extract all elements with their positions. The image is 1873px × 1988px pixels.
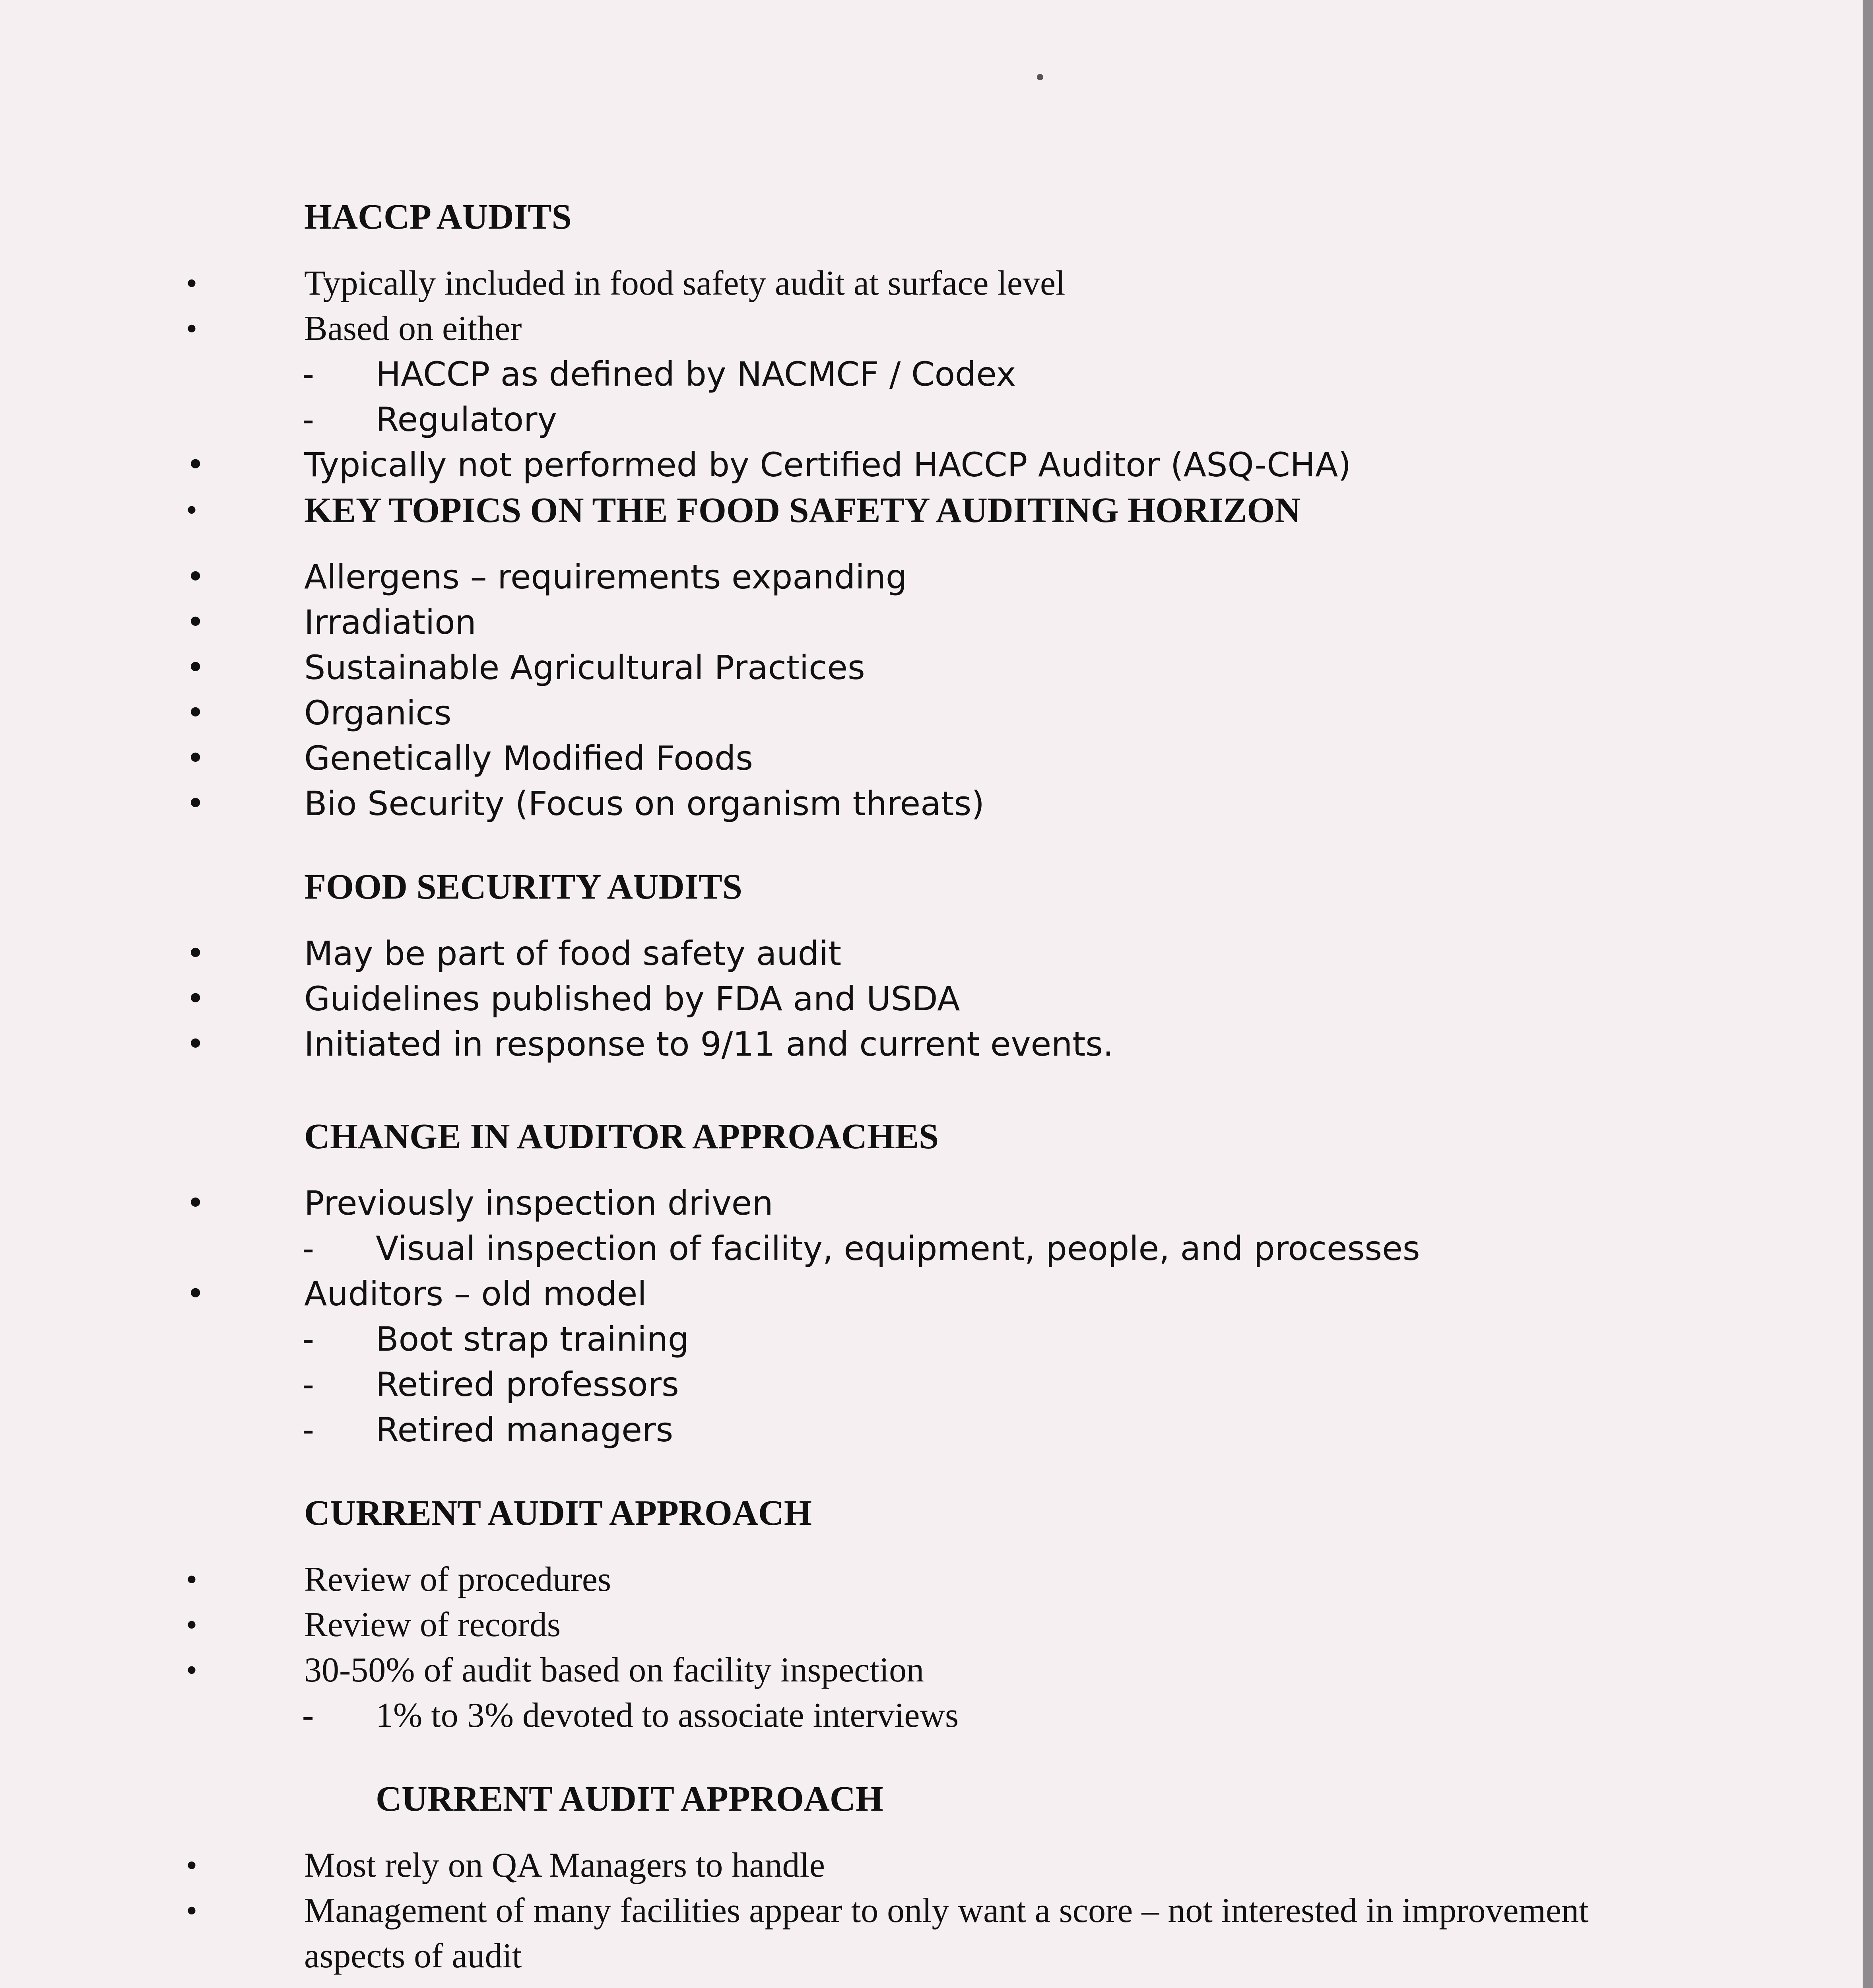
- list-item: • Management of many facilities appear to only want a score – not interested in improvement aspects of audit: [175, 1888, 1622, 1979]
- list-item: • May be part of food safety audit: [175, 931, 1622, 976]
- document-body: [175, 194, 1622, 1979]
- dash-icon: -: [302, 1696, 314, 1735]
- bullet-icon: •: [186, 558, 205, 595]
- sub-list-item: - Retired professors: [175, 1362, 1622, 1407]
- dash-icon: -: [302, 1320, 314, 1359]
- section-heading-food-security-audits: FOOD SECURITY AUDITS: [304, 867, 742, 907]
- section-heading-key-topics: KEY TOPICS ON THE FOOD SAFETY AUDITING HORIZON: [304, 491, 1301, 530]
- sub-list-item: - Retired managers: [175, 1407, 1622, 1452]
- speck-top: [1037, 74, 1043, 80]
- bullet-icon: •: [186, 694, 205, 731]
- section-heading-change-in-auditor-approaches: CHANGE IN AUDITOR APPROACHES: [304, 1117, 939, 1156]
- list-item: • Auditors – old model: [175, 1271, 1622, 1316]
- bullet-icon: •: [186, 1562, 198, 1597]
- bullet-icon: •: [186, 740, 205, 777]
- list-item: • Review of records: [175, 1602, 1622, 1648]
- bullet-icon: •: [186, 604, 205, 641]
- bullet-icon: •: [186, 1275, 205, 1312]
- dash-icon: -: [302, 1410, 314, 1449]
- list-item: • Review of procedures: [175, 1557, 1622, 1602]
- list-item: • 30-50% of audit based on facility inspection: [175, 1648, 1622, 1693]
- bullet-icon: •: [186, 1025, 205, 1062]
- list-item: • Typically not performed by Certified HACCP Auditor (ASQ-CHA): [175, 442, 1622, 487]
- bullet-icon: •: [186, 266, 198, 301]
- bullet-icon: •: [186, 311, 198, 346]
- bullet-icon: •: [186, 1184, 205, 1221]
- bullet-icon: •: [186, 649, 205, 686]
- list-item: • Most rely on QA Managers to handle: [175, 1843, 1622, 1888]
- bullet-icon: •: [186, 1653, 198, 1688]
- bullet-icon: •: [186, 980, 205, 1017]
- list-item: • Irradiation: [175, 600, 1622, 645]
- list-item: • Initiated in response to 9/11 and current events.: [175, 1021, 1622, 1067]
- sub-list-item: - HACCP as defined by NACMCF / Codex: [175, 351, 1622, 397]
- section-heading-current-audit-approach: CURRENT AUDIT APPROACH: [304, 1493, 812, 1533]
- list-item: • Previously inspection driven: [175, 1180, 1622, 1226]
- list-item: • Sustainable Agricultural Practices: [175, 645, 1622, 690]
- list-item: • Genetically Modified Foods: [175, 736, 1622, 781]
- bullet-icon: •: [186, 446, 205, 483]
- bullet-icon: •: [186, 1893, 198, 1928]
- bullet-icon: •: [186, 493, 198, 528]
- sub-list-item: - 1% to 3% devoted to associate interviews: [175, 1693, 1622, 1738]
- list-item: • Bio Security (Focus on organism threats): [175, 781, 1622, 826]
- sub-list-item: - Visual inspection of facility, equipment, people, and processes: [175, 1226, 1622, 1271]
- dash-icon: -: [302, 1365, 314, 1404]
- section-heading-current-audit-approach-2: CURRENT AUDIT APPROACH: [376, 1779, 883, 1819]
- bullet-icon: •: [186, 785, 205, 822]
- sub-list-item: - Boot strap training: [175, 1316, 1622, 1362]
- dash-icon: -: [302, 400, 314, 439]
- sub-list-item: - Regulatory: [175, 397, 1622, 442]
- list-item: • Organics: [175, 690, 1622, 736]
- bullet-icon: •: [186, 1607, 198, 1642]
- bullet-icon: •: [186, 1848, 198, 1883]
- section-heading-haccp-audits: HACCP AUDITS: [304, 197, 572, 237]
- list-item: • Based on either: [175, 306, 1622, 351]
- list-item: • Allergens – requirements expanding: [175, 554, 1622, 600]
- page-edge-shadow: [1863, 0, 1873, 1988]
- list-item: • Typically included in food safety audit at surface level: [175, 261, 1622, 306]
- list-item: • Guidelines published by FDA and USDA: [175, 976, 1622, 1021]
- dash-icon: -: [302, 355, 314, 394]
- dash-icon: -: [302, 1229, 314, 1268]
- bullet-icon: •: [186, 935, 205, 972]
